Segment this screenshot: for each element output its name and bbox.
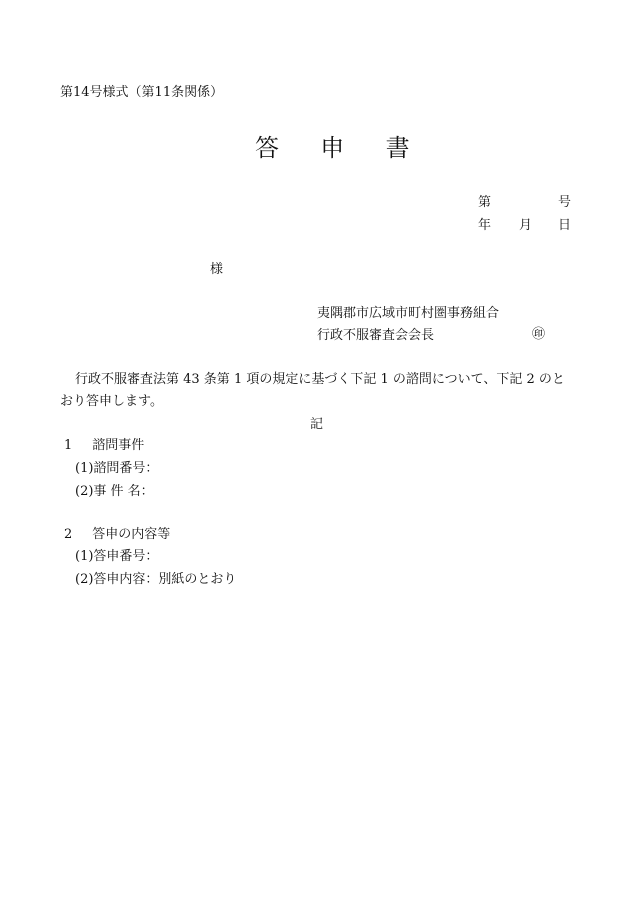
section2-number: 2 [64, 527, 73, 542]
body-paragraph: 行政不服審査法第 43 条第 1 項の規定に基づく下記 1 の諮問について、下記 2 のとおり答申します。 [60, 372, 565, 409]
section1-item2: (2)事 件 名： [75, 484, 154, 499]
number-suffix: 号 [558, 195, 572, 210]
sender-organization: 夷隅郡市広域市町村圏事務組合 [317, 306, 500, 321]
section1-heading [64, 439, 144, 452]
section2-title: 答申の内容等 [92, 527, 171, 542]
section2-item1: (1)答申番号： [75, 549, 159, 564]
date-day: 日 [558, 218, 572, 233]
title-char-1: 答 [255, 134, 279, 162]
section1-number: 1 [64, 438, 73, 453]
form-number: 第14号様式（第11条関係） [60, 85, 224, 100]
date-month: 月 [519, 218, 533, 233]
ki-label: 記 [310, 417, 324, 432]
section1-item1: (1)諮問番号： [75, 461, 159, 476]
section1-title: 諮問事件 [92, 438, 145, 453]
number-prefix: 第 [478, 195, 492, 210]
section2-heading [64, 528, 170, 541]
seal-mark [532, 328, 545, 341]
title-char-3: 書 [385, 134, 410, 162]
seal-icon: ㊞ [532, 327, 546, 342]
title-char-2: 申 [320, 134, 345, 162]
date-year: 年 [478, 218, 492, 233]
document-title [255, 136, 410, 160]
sender-title: 行政不服審査会会長 [317, 328, 435, 343]
addressee-suffix: 様 [210, 262, 224, 277]
section2-item2: (2)答申内容：別紙のとおり [75, 572, 237, 587]
